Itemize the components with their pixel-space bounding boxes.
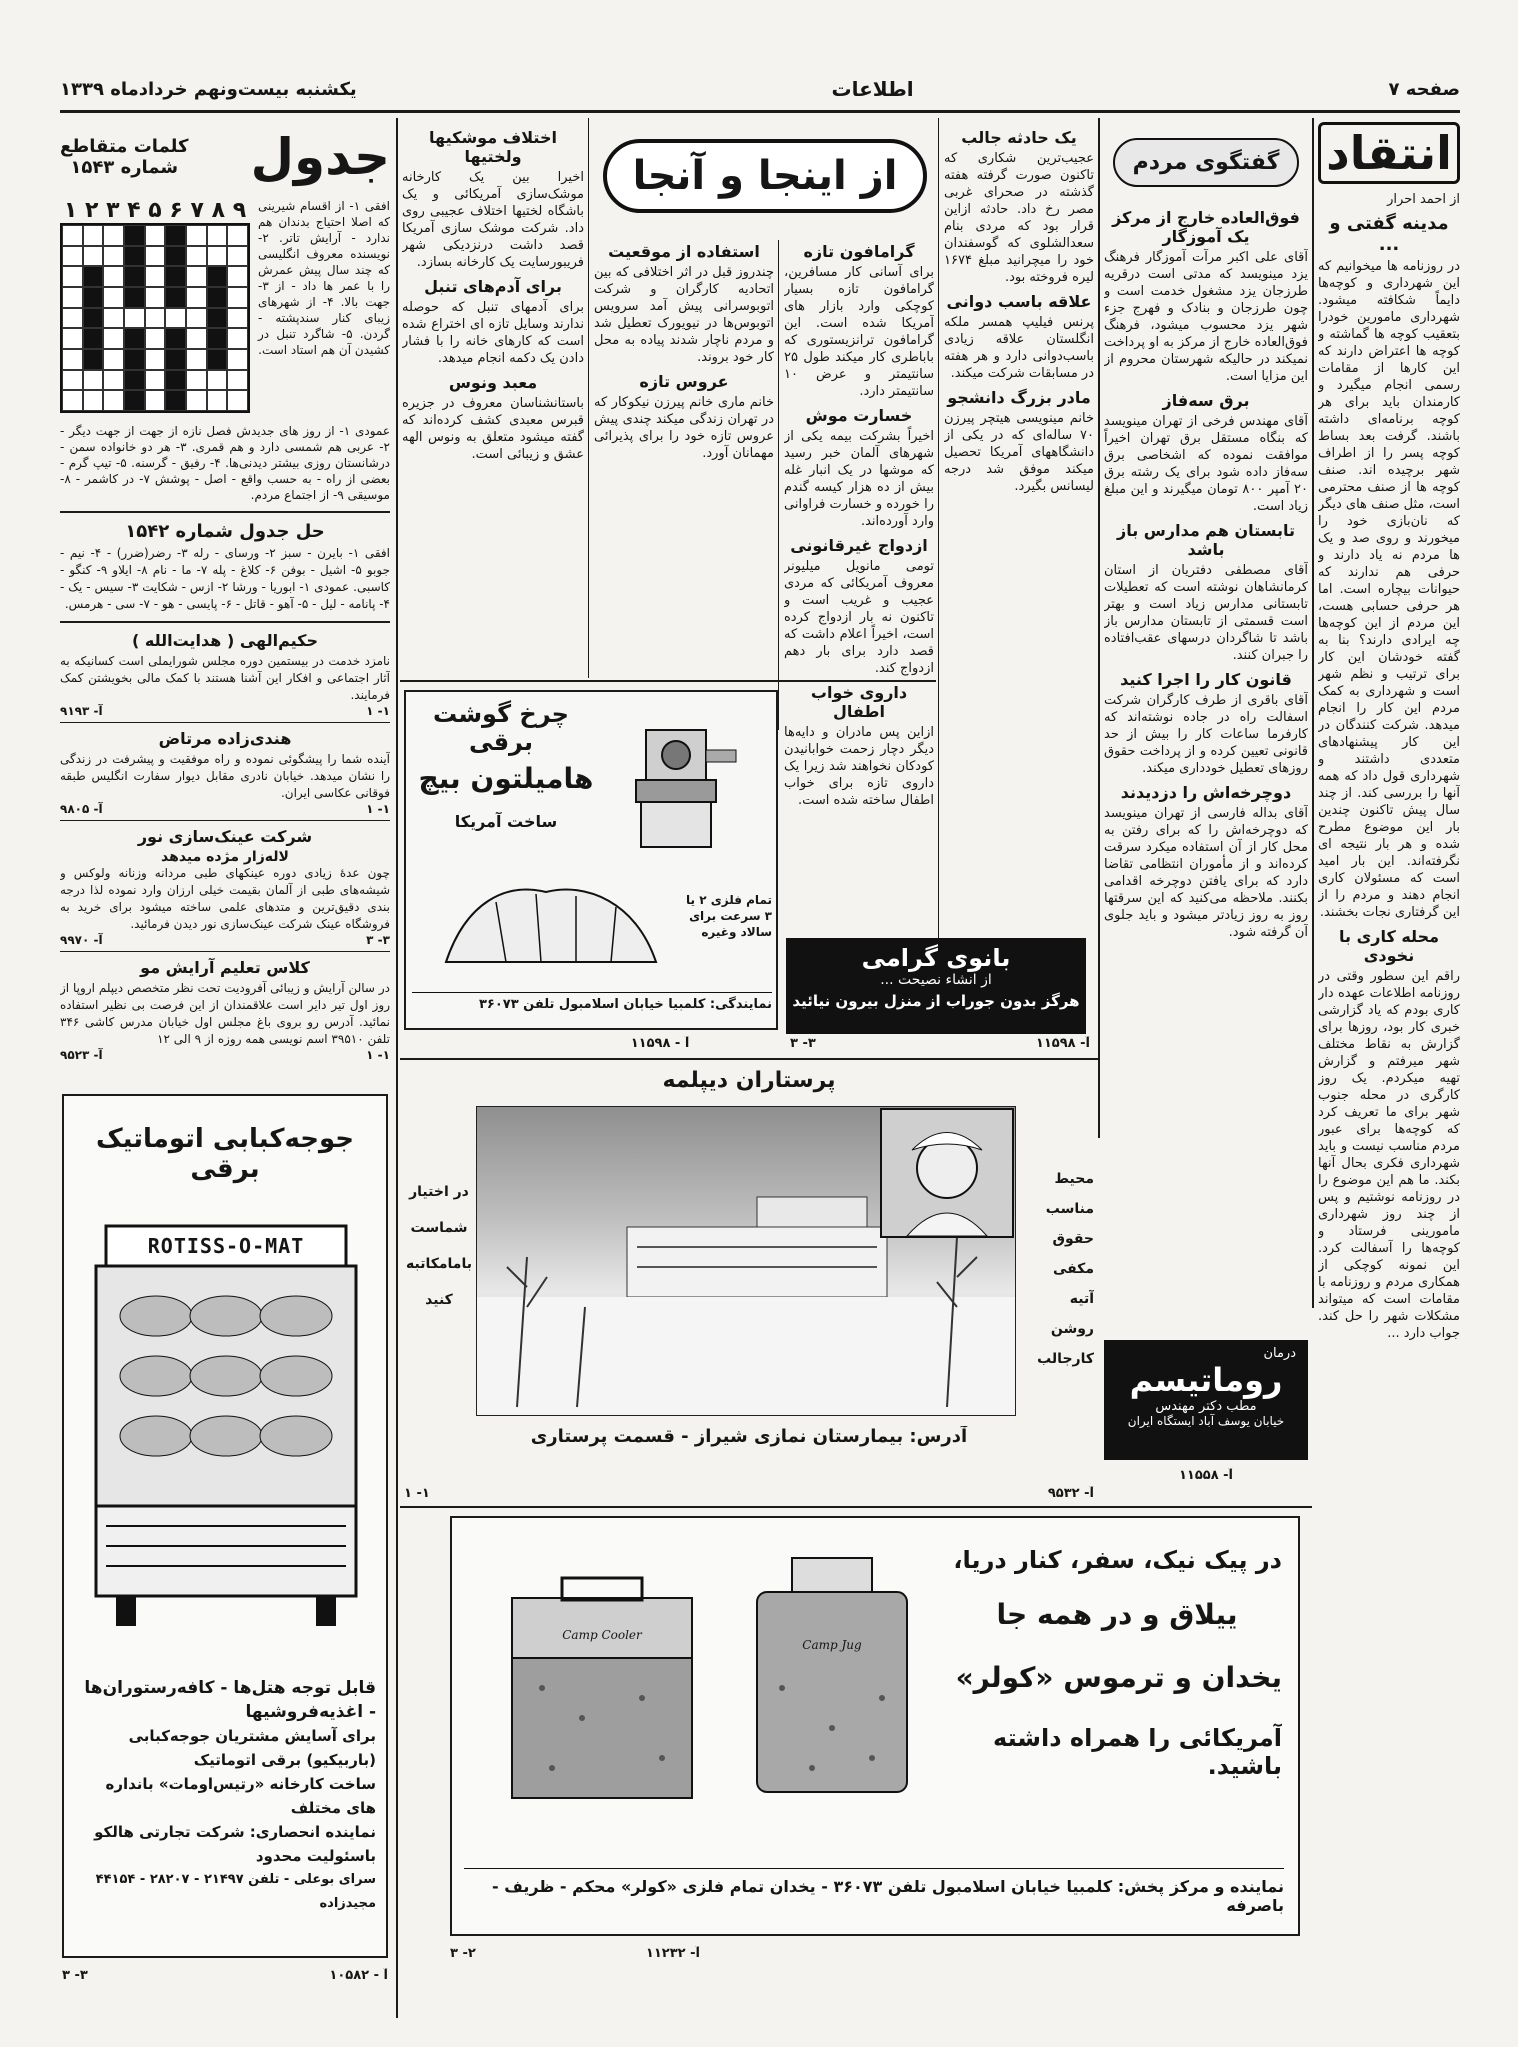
story-body: ازاین پس مادران و دایه‌ها دیگر دچار زحمت خوابانیدن کودکان نخواهند شد زیرا یک داروی تازه برای خواب اطفال ساخته شده است. bbox=[784, 725, 934, 808]
ad-code: آ- ۹۹۷۰ bbox=[60, 933, 103, 947]
crossword-block bbox=[124, 246, 145, 267]
cooler-line-4: آمریکائی را همراه داشته باشید. bbox=[993, 1724, 1282, 1780]
ad-brand: هامیلتون بیچ bbox=[418, 762, 594, 795]
here-there-col-a bbox=[944, 122, 1094, 982]
story-body: پرنس فیلیپ همسر ملکه انگلستان علاقه زیادی باسب‌دوانی دارد و هر هفته در مسابقات شرکت میکند. bbox=[944, 315, 1094, 381]
ann-title: شرکت عینک‌سازی نور bbox=[137, 827, 313, 846]
crossword-block bbox=[165, 390, 186, 411]
column-rule bbox=[938, 118, 939, 978]
crossword-block bbox=[124, 328, 145, 349]
story-body: تومی مانویل میلیونر معروف آمریکائی که مردی عجیب و غریب است و تاکنون نه بار ازدواج کرده است، اخیراً اعلام داشت که قصد دارد برای بار دهم ازدواج کند. bbox=[784, 559, 934, 676]
ad-ladies-code bbox=[790, 1036, 1090, 1056]
crossword-cell[interactable] bbox=[186, 308, 207, 329]
crossword-title: جدول bbox=[250, 128, 390, 186]
crossword-header bbox=[60, 122, 390, 192]
ann-code bbox=[60, 1048, 390, 1062]
crossword-cell[interactable] bbox=[145, 390, 166, 411]
crossword-block bbox=[124, 370, 145, 391]
crossword-cell[interactable] bbox=[62, 266, 83, 287]
crossword-cell[interactable] bbox=[227, 225, 248, 246]
ad-rheum-code: آ- ۱۱۵۵۸ bbox=[1178, 1468, 1234, 1483]
ad-ladies-line-3: هرگز بدون جوراب از منزل بیرون نیائید bbox=[792, 992, 1080, 1010]
ann-title: هندی‌زاده مرتاض bbox=[158, 729, 292, 748]
crossword-cell[interactable] bbox=[62, 370, 83, 391]
section-rule bbox=[60, 621, 390, 623]
story-headline: عروس تازه bbox=[639, 372, 729, 391]
crossword-cell[interactable] bbox=[103, 328, 124, 349]
crossword-cell[interactable] bbox=[186, 266, 207, 287]
crossword-cell[interactable] bbox=[186, 225, 207, 246]
crossword-cell[interactable] bbox=[186, 390, 207, 411]
story-headline: یک حادثه جالب bbox=[961, 128, 1077, 147]
ad-rotis-code bbox=[62, 1968, 388, 1988]
crossword-block bbox=[207, 349, 228, 370]
story-headline: مادر بزرگ دانشجو bbox=[947, 388, 1091, 407]
section-rule bbox=[60, 511, 390, 513]
ad-code: ۱- ۱ bbox=[404, 1486, 430, 1501]
crossword-cell[interactable] bbox=[227, 370, 248, 391]
crossword-block bbox=[165, 266, 186, 287]
crossword-cell[interactable] bbox=[227, 287, 248, 308]
solution-title: حل جدول شماره ۱۵۴۲ bbox=[125, 521, 325, 542]
crossword-cell[interactable] bbox=[62, 308, 83, 329]
ad-rheumatism bbox=[1104, 1340, 1308, 1460]
ad-rheum-doctor: مطب دکتر مهندس bbox=[1155, 1399, 1257, 1414]
ad-rheum-title: روماتیسم bbox=[1129, 1361, 1283, 1399]
date-line: یکشنبه بیست‌ونهم خردادماه ۱۳۳۹ bbox=[60, 78, 357, 100]
crossword-cell[interactable] bbox=[62, 390, 83, 411]
crossword-cell[interactable] bbox=[227, 349, 248, 370]
story-headline: داروی خواب اطفال bbox=[810, 683, 908, 721]
cooler-line-1: در پیک نیک، سفر، کنار دریا، bbox=[953, 1546, 1282, 1574]
story-body: آقای مصطفی دفتریان از استان کرمانشاهان نوشته است که تعطیلات تابستانی مدارس زیاد است و بهتر است قسمتی از تابستان مدارس باز باشد تا شاگردان درسهای عقب‌افتاده را جبران کنند. bbox=[1104, 563, 1308, 663]
crossword-cell[interactable] bbox=[103, 390, 124, 411]
critique-column bbox=[1318, 122, 1460, 1882]
story-body: آقای بداله فارسی از تهران مینویسد که دوچرخه‌اش را که برای رفتن به محل کار از آن استفاده میکرد سرقت کرده‌اند و از مأموران انتظامی تقاضا دارد که برای یافتن دوچرخه اقدامی بکنند. ملاحظه می‌کنید که این سرقتها روز به روز زیادتر میشود و باید جلوی آن گرفته شود. bbox=[1104, 806, 1308, 940]
column-rule bbox=[1098, 118, 1100, 1138]
rotisserie-illustration bbox=[86, 1216, 366, 1636]
story-headline: دوچرخه‌اش را دزدیدند bbox=[1120, 783, 1292, 802]
story-body: آقای مهندس فرخی از تهران مینویسد که بنگاه مستقل برق تهران اخیراً موافقت نموده که اشخاصی برق سه‌فاز داده شود برای یک رشته برق ۲۰ آمپر ۸۰۰ تومان میگیرند و این مبلغ زیاد است. bbox=[1104, 414, 1308, 514]
crossword-cell[interactable] bbox=[145, 246, 166, 267]
crossword-block bbox=[207, 328, 228, 349]
crossword-cell[interactable] bbox=[62, 225, 83, 246]
ad-code: ۳- ۳ bbox=[790, 1036, 816, 1051]
benefit-item: محیط مناسب bbox=[1045, 1171, 1094, 1217]
crossword-down-clues: عمودی ۱- از روز های جدیدش فصل نازه از جهت از جهت دیگر - ۲- عربی هم شمسی دارد و هم قمری. ۳- هر دو خانواده سمن - درشانستان روزی بیشتر دیدنی‌ها. ۴- رفیق - گرسنه. ۵- تیپ گرم - بعضی از راه - به حسب واقع - اصل - پوشش ۷- در کاشمر - ۸- موسیقی ۹- از اجتماع مردم. bbox=[60, 424, 390, 502]
section-rule bbox=[60, 951, 390, 952]
crossword-cell[interactable] bbox=[227, 266, 248, 287]
ad-nurses-code bbox=[404, 1486, 1094, 1506]
crossword-cell[interactable] bbox=[62, 328, 83, 349]
crossword-across-clues: افقی ۱- از اقسام شیرینی که اصلا احتیاج بدندان هم ندارد - آرایش تاتر. ۲- نویسنده معروف انگلیسی که چند سال پیش عمرش را با عمر ها داد - از ۳- جهت بالا. ۴- از شهرهای زیبای کنار سندپشته - گردن. ۵- شاگرد تنبل در کشیدن آن هم استاد است. bbox=[258, 199, 390, 357]
section-rule bbox=[60, 820, 390, 821]
crossword-cell[interactable] bbox=[145, 266, 166, 287]
crossword-board bbox=[60, 198, 250, 413]
here-there-col-c bbox=[594, 236, 774, 676]
solution-text: افقی ۱- بایرن - سبز ۲- ورسای - رله ۳- رضر(ضرر) - ۴- نیم - جوبو ۵- اشیل - بوفن ۶- کلاغ - پله ۷- ما - نام ۸- ایلاو ۹- کنگو - کاسبی. عمودی ۱- ابوریا - ورشا ۲- ازس - شکایت ۳- سیس - یک - ۴- پانامه - لیل - ۵- آهو - قاتل - ۶- پایسی - هو - ۷- سی - هرمس. bbox=[60, 546, 390, 611]
ad-ladies-line-1: بانوی گرامی bbox=[861, 944, 1011, 972]
ann-body: نامزد خدمت در بیستمین دوره مجلس شورایملی است کسانیکه به آثار اجتماعی و افکار این آشنا هستند با کمک مالی بخویشتن کمک فرمایند. bbox=[60, 654, 390, 702]
ad-meat-grinder-code: آ - ۱۱۵۹۸ bbox=[630, 1036, 690, 1051]
ad-code: آ- ۹۱۹۳ bbox=[60, 704, 103, 718]
rotis-brand: ROTISS-O-MAT bbox=[147, 1234, 305, 1258]
crossword-cell[interactable] bbox=[186, 287, 207, 308]
crossword-cell[interactable] bbox=[227, 246, 248, 267]
crossword-sub bbox=[60, 136, 188, 178]
story-headline: خسارت موش bbox=[805, 406, 913, 425]
ad-code: ۱- ۱ bbox=[366, 802, 390, 816]
here-there-title-box bbox=[600, 126, 930, 226]
crossword-cell[interactable] bbox=[103, 349, 124, 370]
crossword-cell[interactable] bbox=[207, 390, 228, 411]
cooler-chest-label: Camp Cooler bbox=[562, 1628, 642, 1642]
hand-illustration bbox=[426, 862, 676, 972]
crossword-column bbox=[60, 122, 390, 1062]
crossword-block bbox=[165, 246, 186, 267]
crossword-cell[interactable] bbox=[227, 308, 248, 329]
ad-code: ۱- ۱ bbox=[366, 1048, 390, 1062]
ad-headline: چرخ گوشت برقی bbox=[433, 700, 569, 756]
nurse-portrait-icon bbox=[882, 1110, 1012, 1236]
crossword-cell[interactable] bbox=[165, 308, 186, 329]
here-there-col-b bbox=[784, 236, 934, 976]
ad-code: ۱- ۱ bbox=[366, 704, 390, 718]
cooler-chest-icon bbox=[492, 1568, 712, 1808]
critique-subhead: محله کاری با نخودی bbox=[1338, 927, 1439, 965]
ad-side-note: تمام فلزی ۲ یا ۳ سرعت برای سالاد وغیره bbox=[686, 893, 772, 939]
section-rule bbox=[400, 1058, 1100, 1060]
story-body: اخیرا بین یک کارخانه موشک‌سازی آمریکائی و یک باشگاه لختیها اختلاف عجیبی روی داد. شرکت موشک سازی آمریکا قصد داشت درنزدیکی شهر فریبورسایت یک کارخانه بسازد. bbox=[402, 170, 584, 270]
story-body: برای آدمهای تنبل که حوصله ندارند وسایل تازه ای اختراع شده است که کارهای خانه را با فشار دادن یک دکمه انجام میدهد. bbox=[402, 300, 584, 366]
ann-body: در سالن آرایش و زیبائی آفرودیت تحت نظر متخصص دیپلم اروپا از روز اول تیر دایر است علاقمندان از این فرصت بی نظیر استفاده نمائید. آدرس رو بروی باغ مجلس اول خیابان مدرس کاشی ۳۴۶ تلفن ۳۹۵۱۰ اسم نویسی همه روزه از ۹ الی ۱۲ bbox=[60, 981, 390, 1046]
story-headline: فوق‌العاده خارج از مرکز یک آموزگار bbox=[1112, 208, 1300, 246]
story-body: عجیب‌ترین شکاری که تاکنون صورت گرفته هفته گذشته در صحرای غربی مصر رخ داد. حادثه ازاین قرار بود که مردی بنام سعدالشلوی که گوسفندان خود را میچرانید مبلغ ۱۶۷۴ لیره فروخته بود. bbox=[944, 151, 1094, 285]
peoples-talk-column bbox=[1104, 122, 1308, 1122]
nurse-portrait bbox=[880, 1108, 1014, 1238]
crossword-cell[interactable] bbox=[103, 266, 124, 287]
crossword-cell[interactable] bbox=[103, 246, 124, 267]
story-body: آقای علی اکبر مرآت آموزگار فرهنگ یزد مینویسد که مدتی است درقریه طرزجان یزد مشغول خدمت است و چون طرزجان و بنادک و فهرج جزء شهر یزد محسوب میشود، فرهنگ فوق‌العاده خارج از مرکز به او پرداخت نمیکند در حالیکه شهرستان محروم از این مزایا است. bbox=[1104, 250, 1308, 384]
crossword-grid[interactable] bbox=[60, 223, 250, 413]
rotis-copy bbox=[76, 1676, 376, 1916]
cta-line: در اختیار bbox=[409, 1184, 469, 1200]
ann-code bbox=[60, 933, 390, 947]
ann-subtitle: لاله‌زار مژده میدهد bbox=[161, 849, 289, 865]
cta-line: بامامکاتبه bbox=[406, 1256, 472, 1272]
crossword-cell[interactable] bbox=[83, 246, 104, 267]
column-rule bbox=[778, 240, 779, 730]
crossword-block bbox=[124, 349, 145, 370]
crossword-cell[interactable] bbox=[227, 390, 248, 411]
story-headline: علاقه باسب دوانی bbox=[946, 292, 1092, 311]
story-body: خانم ماری خانم پیرزن نیکوکار که در تهران زندگی میکند چندی پیش عروس تازه خود را برای پذیرائی مهمانان آورد. bbox=[594, 395, 774, 461]
crossword-block bbox=[165, 328, 186, 349]
ad-code: ۲- ۳ bbox=[450, 1946, 476, 1961]
crossword-block bbox=[83, 308, 104, 329]
cta-line: کنید bbox=[425, 1292, 453, 1308]
ad-code: آ - ۱۰۵۸۲ bbox=[329, 1968, 388, 1983]
crossword-cell[interactable] bbox=[83, 225, 104, 246]
critique-body: در روزنامه ها میخوانیم که این شهرداری و کوچه‌ها دایماً شکافته میشود. شهرداری مامورین خودرا بتعقیب کوچه ها گماشته و کوچه ها اعتراض دارند که این کارها از مقامات رسمی انجام میگیرد و کارمندان باید برای هر کوچه برنامه‌ای داشته باشند. گرفت بعد بساط کوچه پسر را از اطراف شهر برچیده اند. صنف کوچه ها از صنف محترمی است، مثل صنف های دیگر که نان‌بازی خود را میخورند و روی صد و یک ها مردم نه یاد دارند و حرفی هم ندارند که حیوانات بیچاره است. اما هر حرفی حسابی هست، این مردم از این کوچه‌ها چه ایرادی دارند؟ بنا به گفته خودشان این کار برای ترتیب و نظم شهر است و شهرداری به کمک مردم این کار را انجام میدهد. شرکت کنندگان در این کار پیشنهادهای متعددی داشتند و شهرداری قول داد که همه آنها را بررسی کند. از چند سال پیش تاکنون چندین بار این موضوع مطرح شده و هر بار نتیجه ای نگرفته‌اند. این بار امید است که مسئولان کاری انجام دهند و مردم را از این گرفتاری نجات بخشند. bbox=[1318, 259, 1460, 920]
section-rule bbox=[60, 722, 390, 723]
ad-code: آ- ۹۸۰۵ bbox=[60, 802, 103, 816]
rotis-line: نماینده انحصاری: شرکت تجارتی هالکو باسئولیت محدود bbox=[94, 1823, 376, 1865]
critique-title: انتقاد bbox=[1318, 122, 1460, 184]
story-headline: تابستان هم مدارس باز باشد bbox=[1117, 521, 1295, 559]
cooler-jug-illustration bbox=[732, 1548, 932, 1808]
ad-nurses-address: آدرس: بیمارستان نمازی شیراز - قسمت پرستاری bbox=[530, 1426, 968, 1447]
crossword-cell[interactable] bbox=[186, 328, 207, 349]
crossword-cell[interactable] bbox=[103, 370, 124, 391]
crossword-cell[interactable] bbox=[103, 225, 124, 246]
crossword-numbers: ۹ ۸ ۷ ۶ ۵ ۴ ۳ ۲ ۱ bbox=[63, 198, 247, 223]
header-rule bbox=[60, 110, 1460, 113]
crossword-cell[interactable] bbox=[103, 308, 124, 329]
crossword-block bbox=[124, 225, 145, 246]
cooler-line-2: ییلاق و در همه جا bbox=[996, 1598, 1238, 1631]
ad-meat-grinder bbox=[404, 690, 778, 1030]
column-rule bbox=[396, 118, 398, 2018]
here-there-col-d bbox=[402, 122, 584, 678]
story-headline: برای آدم‌های تنبل bbox=[424, 277, 562, 296]
ad-nurses bbox=[404, 1064, 1094, 1474]
crossword-cell[interactable] bbox=[103, 287, 124, 308]
rotis-line: برای آسایش مشتریان جوجه‌کبابی (باربیکیو) برقی اتوماتیک bbox=[128, 1727, 376, 1769]
story-headline: اختلاف موشکیها ولختیها bbox=[429, 128, 557, 166]
ad-code: آ- ۹۵۳۲ bbox=[1047, 1486, 1094, 1501]
grinder-illustration bbox=[606, 710, 746, 860]
story-headline: استفاده از موقعیت bbox=[608, 242, 760, 261]
rotis-line: ساخت کارخانه «رتیس‌اومات» بانداره های مختلف bbox=[105, 1775, 376, 1817]
column-rule bbox=[588, 118, 589, 678]
benefit-item: حقوق مکفی bbox=[1052, 1231, 1094, 1277]
crossword-block bbox=[165, 225, 186, 246]
ad-code: ۳- ۳ bbox=[62, 1968, 88, 1983]
story-body: آقای باقری از طرف کارگران شرکت اسفالت راه در جاده نوشته‌اند که کارفرما ساعات کار را بیش از حد قانونی تعیین کرده و از پرداخت حقوق روزهای تعطیل خودداری میکند. bbox=[1104, 693, 1308, 776]
critique-body-2: راقم این سطور وقتی در روزنامه اطلاعات عهده دار کاری بودم که یاد گزارشی خبری کار بود، روزها برای گزارش به نقاط مختلف شهر میرفتم و گزارش تهیه میکردم. یک روز کارگری در محله جنوب شهر برای ما تعریف کرد که کوچه‌ها برای عبور مردم مناسب نیست و باید شهرداری فکری بحال آنها بکند. ما هم این موضوع را در روزنامه نوشتیم و پس از چند روز شهرداری مامورینی فرستاد و کوچه‌ها را آسفالت کرد. این نمونه کوچکی از همکاری مردم و روزنامه با مقامات است که میتواند مشکلات شهر را حل کند. جواب دارد ... bbox=[1318, 969, 1460, 1341]
ad-cooler-code bbox=[450, 1946, 700, 1966]
crossword-cell[interactable] bbox=[124, 308, 145, 329]
crossword-cell[interactable] bbox=[83, 390, 104, 411]
cooler-chest-illustration bbox=[492, 1568, 712, 1808]
crossword-cell[interactable] bbox=[145, 308, 166, 329]
crossword-number: شماره ۱۵۴۳ bbox=[70, 157, 179, 178]
hand-icon bbox=[426, 862, 676, 972]
crossword-block bbox=[124, 287, 145, 308]
ad-code: ۳- ۳ bbox=[366, 933, 390, 947]
rotis-headline: جوجه‌کبابی اتوماتیک برقی bbox=[96, 1124, 354, 1184]
ad-nurses-benefits bbox=[1022, 1164, 1094, 1374]
crossword-cell[interactable] bbox=[207, 225, 228, 246]
rotis-line: قابل توجه هتل‌ها - کافه‌رستوران‌ها - اغذیه‌فروشیها bbox=[84, 1678, 376, 1722]
story-body: باستانشناسان معروف در جزیره قبرس معبدی کشف کرده‌اند که گفته میشود متعلق به ونوس الهه عشق و زیبائی است. bbox=[402, 396, 584, 462]
ad-rheum-address: خیابان یوسف آباد ایستگاه ایران bbox=[1127, 1414, 1285, 1428]
crossword-cell[interactable] bbox=[145, 370, 166, 391]
critique-headline: مدینه گفتی و ... bbox=[1329, 213, 1449, 255]
ad-code: آ- ۹۵۲۳ bbox=[60, 1048, 103, 1062]
story-headline: قانون کار را اجرا کنید bbox=[1120, 670, 1292, 689]
crossword-cell[interactable] bbox=[207, 246, 228, 267]
rotis-line: سرای بوعلی - تلفن ۲۱۴۹۷ - ۲۸۲۰۷ - ۴۴۱۵۴ مجیدزاده bbox=[95, 1872, 376, 1911]
ann-body: آینده شما را پیشگوئی نموده و راه موفقیت و پیشرفت در زندگی را نشان میدهد. خیابان نادری مقابل دیوار سفارت انگلیس طبقه فوقانی عکاسی ایران. bbox=[60, 752, 390, 800]
meat-grinder-icon bbox=[606, 710, 746, 860]
story-headline: برق سه‌فاز bbox=[1162, 391, 1250, 410]
column-rule bbox=[1312, 118, 1314, 1308]
crossword-cell[interactable] bbox=[145, 349, 166, 370]
ad-nurses-title: پرستاران دیپلمه bbox=[662, 1068, 836, 1093]
section-rule bbox=[400, 680, 936, 682]
crossword-block bbox=[83, 349, 104, 370]
masthead bbox=[60, 72, 1460, 106]
ad-ladies-line-2: از انشاء نصیحت ... bbox=[880, 972, 992, 988]
crossword-block bbox=[165, 370, 186, 391]
crossword-block bbox=[207, 287, 228, 308]
story-body: چندروز قبل در اثر اختلافی که بین اتحادیه کارگران و شرکت اتوبوسرانی پیش آمد سرویس اتوبوس‌ها در نیویورک تعطیل شد و مردم ناچار شدند پیاده به محل کار خود بروند. bbox=[594, 265, 774, 365]
story-headline: ازدواج غیرقانونی bbox=[790, 536, 928, 555]
crossword-cell[interactable] bbox=[145, 225, 166, 246]
story-body: برای آسانی کار مسافرین، گرامافون تازه بسیار کوچکی وارد بازار های آمریکا شده است. این گرامافون ترانزیستوری که باباطری کار میکند طول ۲۵ سانتیمتر و عرض ۱۰ سانتیمتر دارد. bbox=[784, 265, 934, 399]
crossword-block bbox=[83, 266, 104, 287]
peoples-talk-title bbox=[1104, 122, 1308, 202]
ad-rheum-prefix: درمان bbox=[1263, 1346, 1296, 1361]
ad-code: آ- ۱۱۲۳۲ bbox=[645, 1946, 700, 1961]
cta-line: شماست bbox=[410, 1220, 468, 1236]
ad-nurses-cta bbox=[404, 1174, 474, 1318]
critique-byline: از احمد احرار bbox=[1387, 192, 1460, 207]
ad-agency: نمایندگی: کلمبیا خیابان اسلامبول تلفن ۳۶۰۷۳ bbox=[412, 992, 772, 1012]
crossword-block bbox=[83, 328, 104, 349]
crossword-cell[interactable] bbox=[62, 287, 83, 308]
crossword-area bbox=[60, 198, 390, 413]
crossword-cell[interactable] bbox=[186, 370, 207, 391]
crossword-cell[interactable] bbox=[145, 287, 166, 308]
crossword-block bbox=[83, 287, 104, 308]
crossword-cell[interactable] bbox=[207, 370, 228, 391]
story-body: اخیراً بشرکت بیمه یکی از شهرهای آلمان خبر رسید که موشها در یک انبار غله بیش از ده هزار کیسه گندم را خورده و خسارت فراوانی وارد آورده‌اند. bbox=[784, 429, 934, 529]
crossword-block bbox=[165, 349, 186, 370]
paper-name: اطلاعات bbox=[831, 77, 914, 101]
here-there-title: از اینجا و آنجا bbox=[603, 139, 928, 213]
crossword-cell[interactable] bbox=[145, 328, 166, 349]
ann-code bbox=[60, 802, 390, 816]
ann-code bbox=[60, 704, 390, 718]
story-headline: معبد ونوس bbox=[448, 373, 538, 392]
ann-title: کلاس تعلیم آرایش مو bbox=[140, 958, 310, 977]
page-label: صفحه ۷ bbox=[1388, 78, 1460, 100]
ad-cooler-agency: نماینده و مرکز پخش: کلمبیا خیابان اسلامبول تلفن ۳۶۰۷۳ - یخدان تمام فلزی «کولر» محکم - ظریف - باصرفه bbox=[464, 1868, 1284, 1915]
crossword-block bbox=[207, 266, 228, 287]
ad-cooler-copy bbox=[952, 1538, 1282, 1838]
ad-made-in: ساخت آمریکا bbox=[454, 812, 558, 831]
benefit-item: آتیه روشن bbox=[1050, 1291, 1094, 1337]
crossword-block bbox=[207, 308, 228, 329]
ad-ladies bbox=[786, 938, 1086, 1034]
ad-code: آ- ۱۱۵۹۸ bbox=[1035, 1036, 1090, 1051]
rotisserie-icon bbox=[86, 1216, 366, 1636]
crossword-cell[interactable] bbox=[186, 246, 207, 267]
cooler-line-3: یخدان و ترموس «کولر» bbox=[955, 1661, 1282, 1694]
ann-body: چون عدهٔ زیادی دوره عینکهای طبی مردانه وزنانه ولوکس و شیشه‌های طبی از آلمان بقیمت خیلی ارزان وارد نموده لذا درجه بندی دقیق‌ترین و متدهای علمی ساخته میشود برای خرید به فروشگاه عینک شرکت عینک‌سازی نور دیدن فرمائید. bbox=[60, 866, 390, 931]
crossword-block bbox=[124, 266, 145, 287]
crossword-cell[interactable] bbox=[62, 246, 83, 267]
crossword-block bbox=[165, 287, 186, 308]
crossword-subtitle: کلمات متقاطع bbox=[60, 136, 189, 157]
peoples-talk-title-text: گفتگوی مردم bbox=[1113, 138, 1300, 187]
crossword-cell[interactable] bbox=[186, 349, 207, 370]
story-headline: گرامافون تازه bbox=[803, 242, 915, 261]
story-body: خانم مینویسی هیتچر پیرزن ۷۰ ساله‌ای که در یکی از دانشگاههای آمریکا تحصیل میکند موفق شد درجه لیسانس بگیرد. bbox=[944, 411, 1094, 494]
section-rule bbox=[400, 1506, 1312, 1508]
benefit-item: کارجالب bbox=[1037, 1351, 1094, 1367]
ann-title: حکیم‌الهی ( هدایت‌الله ) bbox=[132, 631, 318, 650]
crossword-cell[interactable] bbox=[227, 328, 248, 349]
ad-rotisserie bbox=[62, 1094, 388, 1958]
crossword-cell[interactable] bbox=[62, 349, 83, 370]
crossword-cell[interactable] bbox=[83, 370, 104, 391]
cooler-jug-icon bbox=[732, 1548, 932, 1808]
ad-cooler bbox=[450, 1516, 1300, 1936]
cooler-jug-label: Camp Jug bbox=[802, 1638, 862, 1652]
crossword-block bbox=[124, 390, 145, 411]
